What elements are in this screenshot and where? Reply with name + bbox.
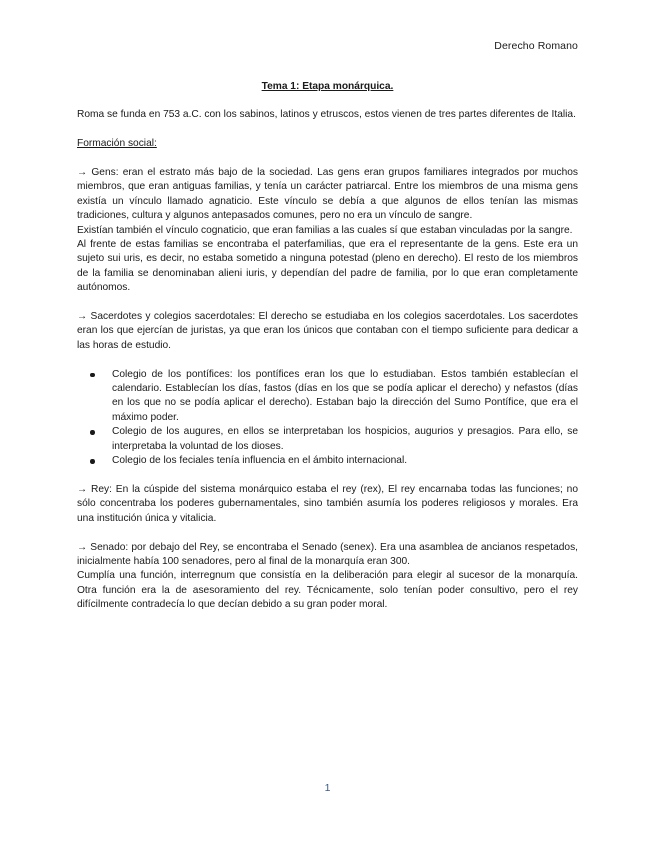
document-title: Tema 1: Etapa monárquica. bbox=[261, 81, 394, 92]
running-header: Derecho Romano bbox=[494, 40, 578, 52]
list-item: Colegio de los feciales tenía influencia en el ámbito internacional. bbox=[85, 454, 578, 468]
gens-paragraph-3: Al frente de estas familias se encontraba el paterfamilias, que era el representante de la gens. Este era un sujeto sui uris, es decir, no estaba sometido a ninguna potestad (pleno en derecho). El resto de los miembros de la familia se denominaban alieni iuris, y dependían del padre de familia, por lo que eran completamente autónomos. bbox=[77, 239, 578, 294]
intro-paragraph: Roma se funda en 753 a.C. con los sabinos, latinos y etruscos, estos vienen de tres partes diferentes de Italia. bbox=[77, 109, 576, 121]
senado-paragraph-1: → Senado: por debajo del Rey, se encontraba el Senado (senex). Era una asamblea de ancianos respetados, inicialmente había 100 senadores, pero al final de la monarquía eran 300. bbox=[77, 541, 578, 567]
colegios-list bbox=[77, 368, 578, 469]
sacerdotes-paragraph: → Sacerdotes y colegios sacerdotales: El derecho se estudiaba en los colegios sacerdotales. Los sacerdotes eran los que ejercían de juristas, ya que eran los únicos que contaban con el tiempo suficiente para dedicar a las horas de estudio. bbox=[77, 311, 578, 351]
gens-paragraph-2: Existían también el vínculo cognaticio, que eran familias a las cuales sí que estaban vinculadas por la sangre. bbox=[77, 224, 573, 236]
section-heading: Formación social: bbox=[77, 138, 157, 150]
gens-paragraph-1: → Gens: eran el estrato más bajo de la sociedad. Las gens eran grupos familiares integrados por muchos miembros, que eran antiguas familias, y tenía un carácter patriarcal. Entre los miembros de una misma gens existía un vínculo llamado agnaticio. Este vínculo se debía a que algunos de ellos tenían las mismas tradiciones, cultura y algunos antepasados comunes, pero no era un vínculo de sangre. bbox=[77, 167, 578, 222]
list-item: Colegio de los pontífices: los pontífices eran los que lo estudiaban. Estos también establecían el calendario. Establecían los días, fastos (días en los que se podía aplicar el derecho) y nefastos (días en los que no se podía aplicar el derecho). Estaban bajo la dirección del Sumo Pontífice, que era el máximo poder. bbox=[85, 368, 578, 426]
list-item: Colegio de los augures, en ellos se interpretaban los hospicios, augurios y presagios. Para ello, se interpretaba la voluntad de los dioses. bbox=[85, 425, 578, 454]
rey-paragraph: → Rey: En la cúspide del sistema monárquico estaba el rey (rex), El rey encarnaba todas las funciones; no sólo concentraba los poderes gubernamentales, sino también asumía los poderes religiosos y morales. Era una institución única y vitalicia. bbox=[77, 483, 578, 524]
senado-paragraph-2: Cumplía una función, interregnum que consistía en la deliberación para elegir al sucesor de la monarquía. Otra función era la de asesoramiento del rey. Técnicamente, solo tenían poder consultivo, pero el rey difícilmente contradecía lo que decían debido a su gran poder moral. bbox=[77, 570, 578, 611]
page-number: 1 bbox=[324, 782, 331, 794]
document-body bbox=[77, 80, 578, 613]
